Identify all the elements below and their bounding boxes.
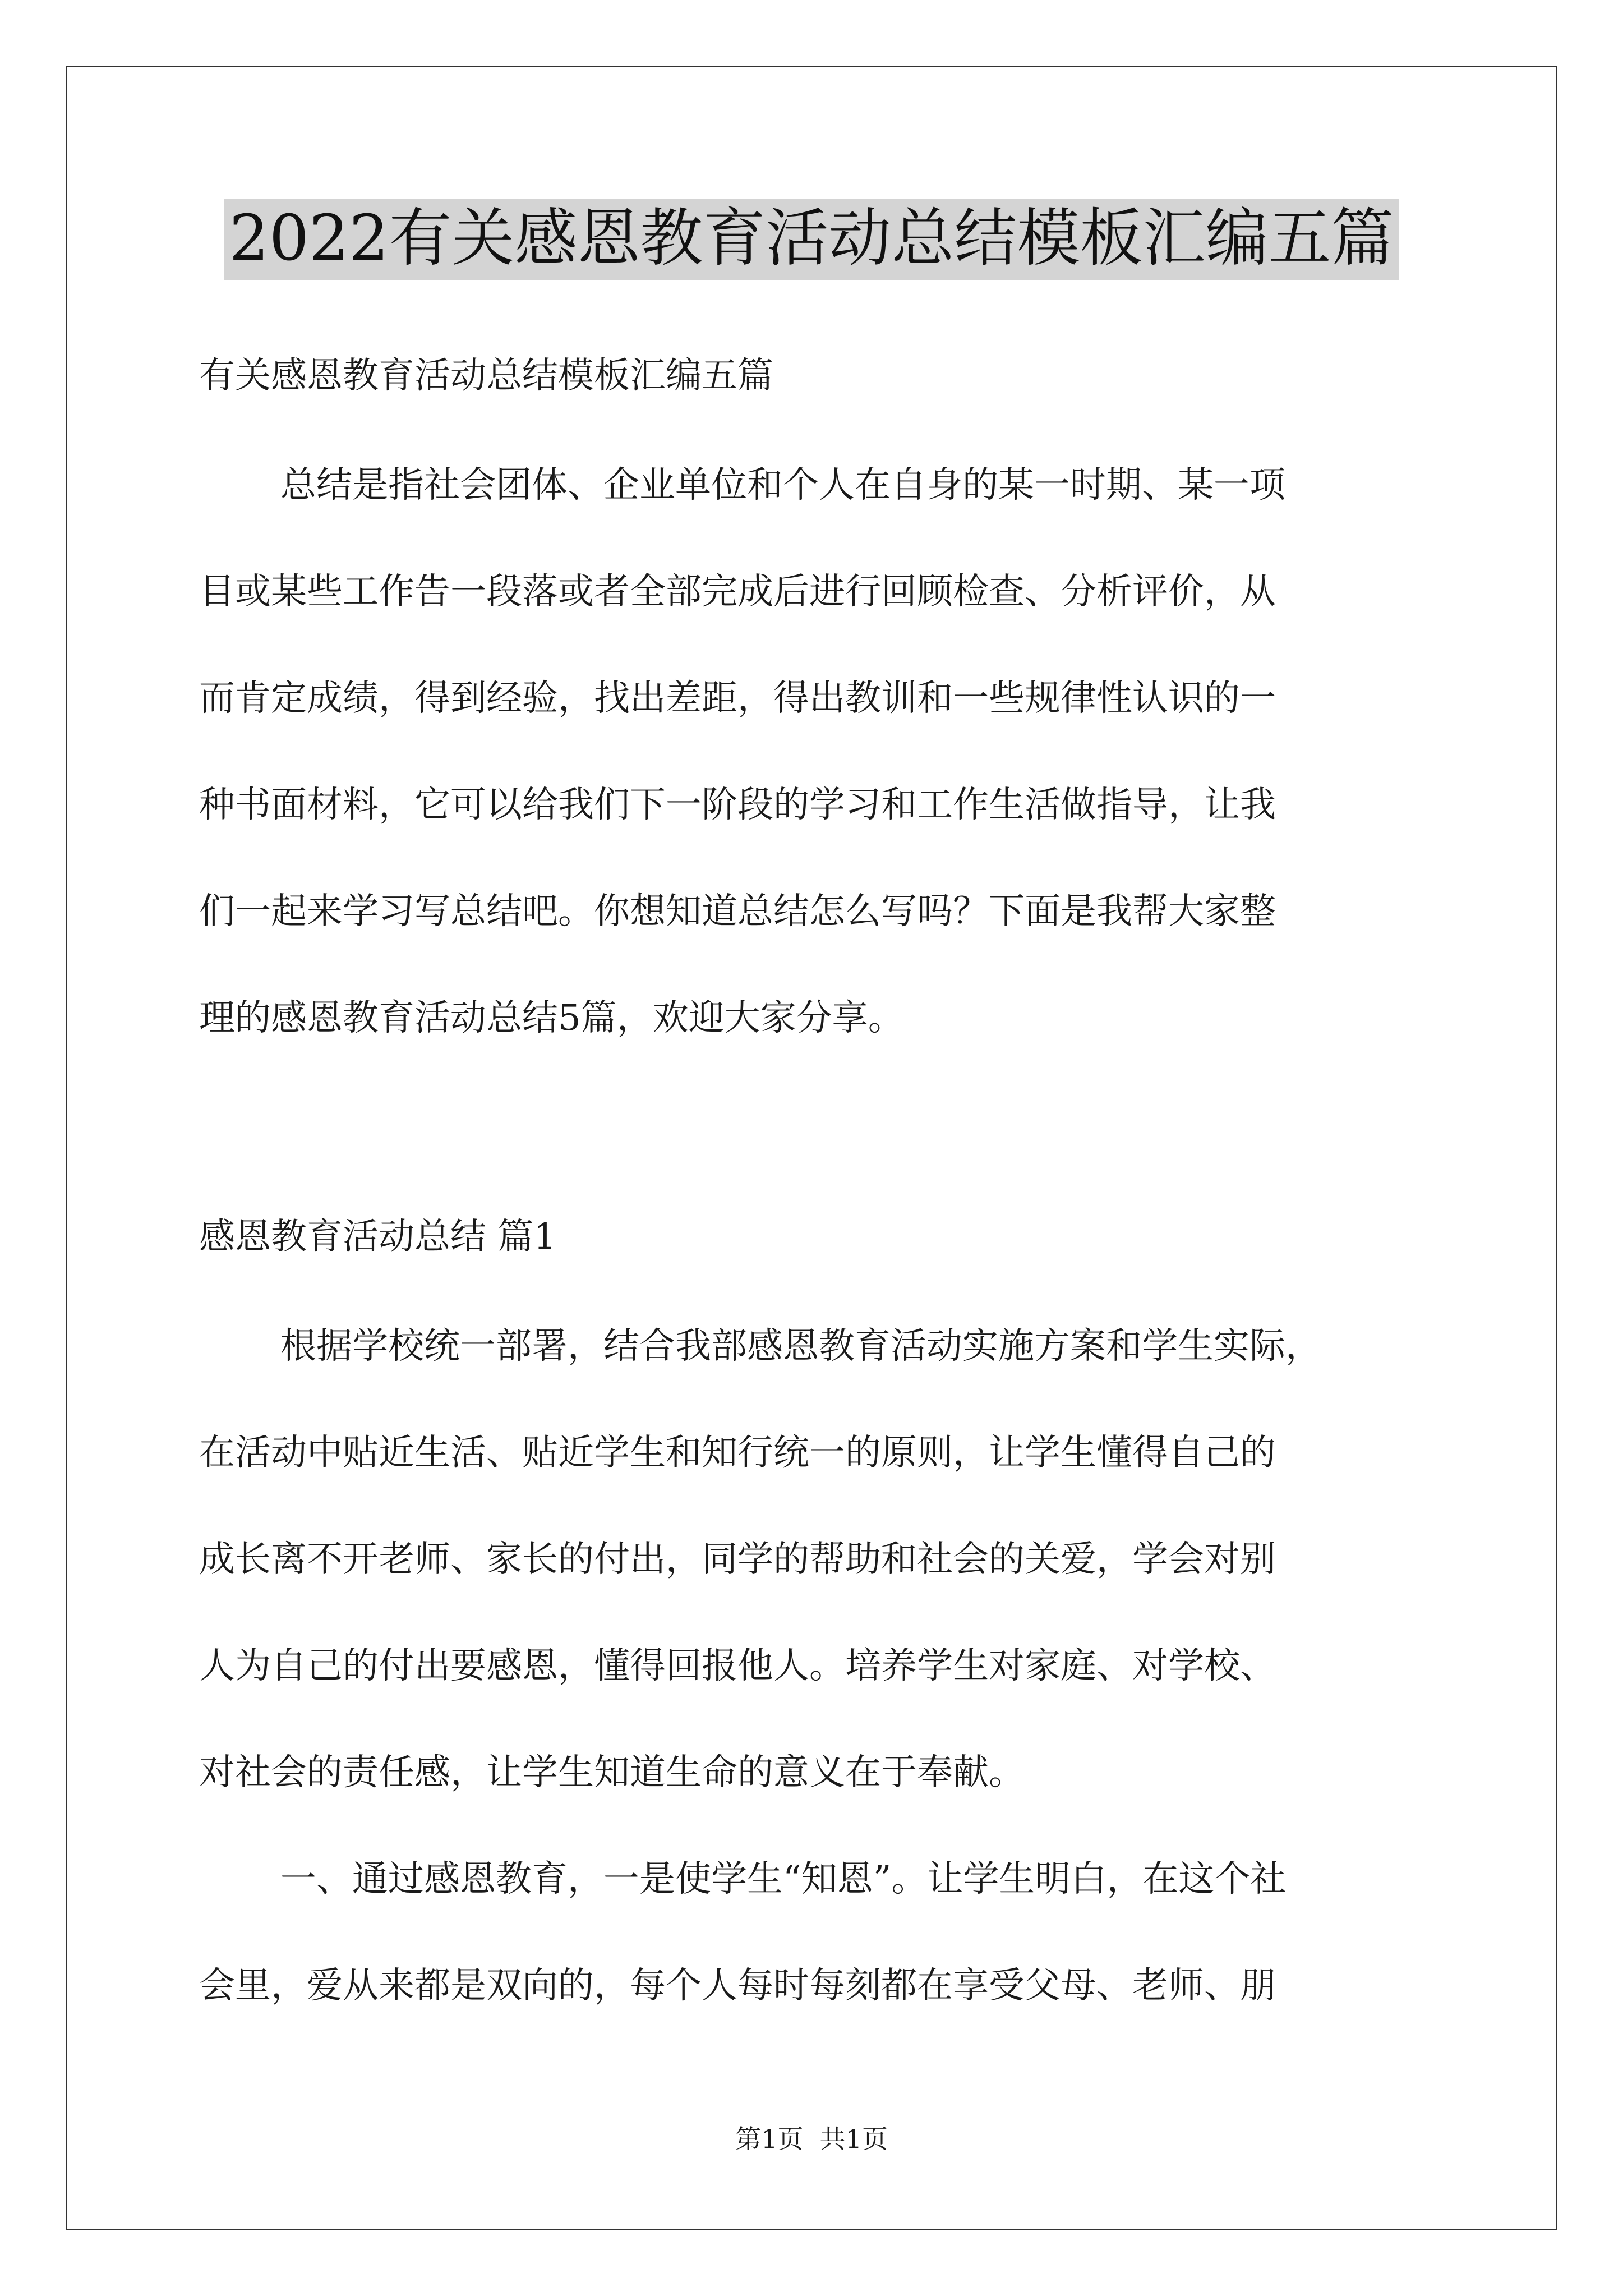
intro-line-2: 目或某些工作告一段落或者全部完成后进行回顾检查、分析评价，从: [199, 571, 1276, 613]
para1-line-2: 在活动中贴近生活、贴近学生和知行统一的原则，让学生懂得自己的: [199, 1432, 1276, 1474]
intro-line-1: 总结是指社会团体、企业单位和个人在自身的某一时期、某一项: [280, 464, 1285, 506]
intro-line-6: 理的感恩教育活动总结5篇，欢迎大家分享。: [199, 997, 904, 1039]
para2-line-2: 会里，爱从来都是双向的，每个人每时每刻都在享受父母、老师、朋: [199, 1965, 1276, 2007]
intro-line-4: 种书面材料，它可以给我们下一阶段的学习和工作生活做指导，让我: [199, 784, 1276, 826]
para1-line-3: 成长离不开老师、家长的付出，同学的帮助和社会的关爱，学会对别: [199, 1539, 1276, 1580]
document-title: 2022有关感恩教育活动总结模板汇编五篇: [224, 199, 1398, 280]
para1-line-5: 对社会的责任感，让学生知道生命的意义在于奉献。: [199, 1752, 1025, 1793]
page-footer: 第1页 共1页: [735, 2124, 888, 2154]
intro-line-3: 而肯定成绩，得到经验，找出差距，得出教训和一些规律性认识的一: [199, 678, 1276, 719]
intro-line-5: 们一起来学习写总结吧。你想知道总结怎么写吗？下面是我帮大家整: [199, 891, 1276, 932]
para1-line-4: 人为自己的付出要感恩，懂得回报他人。培养学生对家庭、对学校、: [199, 1645, 1276, 1687]
title-wrap: [0, 199, 1623, 280]
section-heading: 感恩教育活动总结 篇1: [199, 1216, 557, 1258]
para1-line-1: 根据学校统一部署，结合我部感恩教育活动实施方案和学生实际，: [280, 1326, 1321, 1367]
para2-line-1: 一、通过感恩教育，一是使学生“知恩”。让学生明白，在这个社: [280, 1858, 1287, 1900]
document-subtitle: 有关感恩教育活动总结模板汇编五篇: [199, 355, 773, 397]
